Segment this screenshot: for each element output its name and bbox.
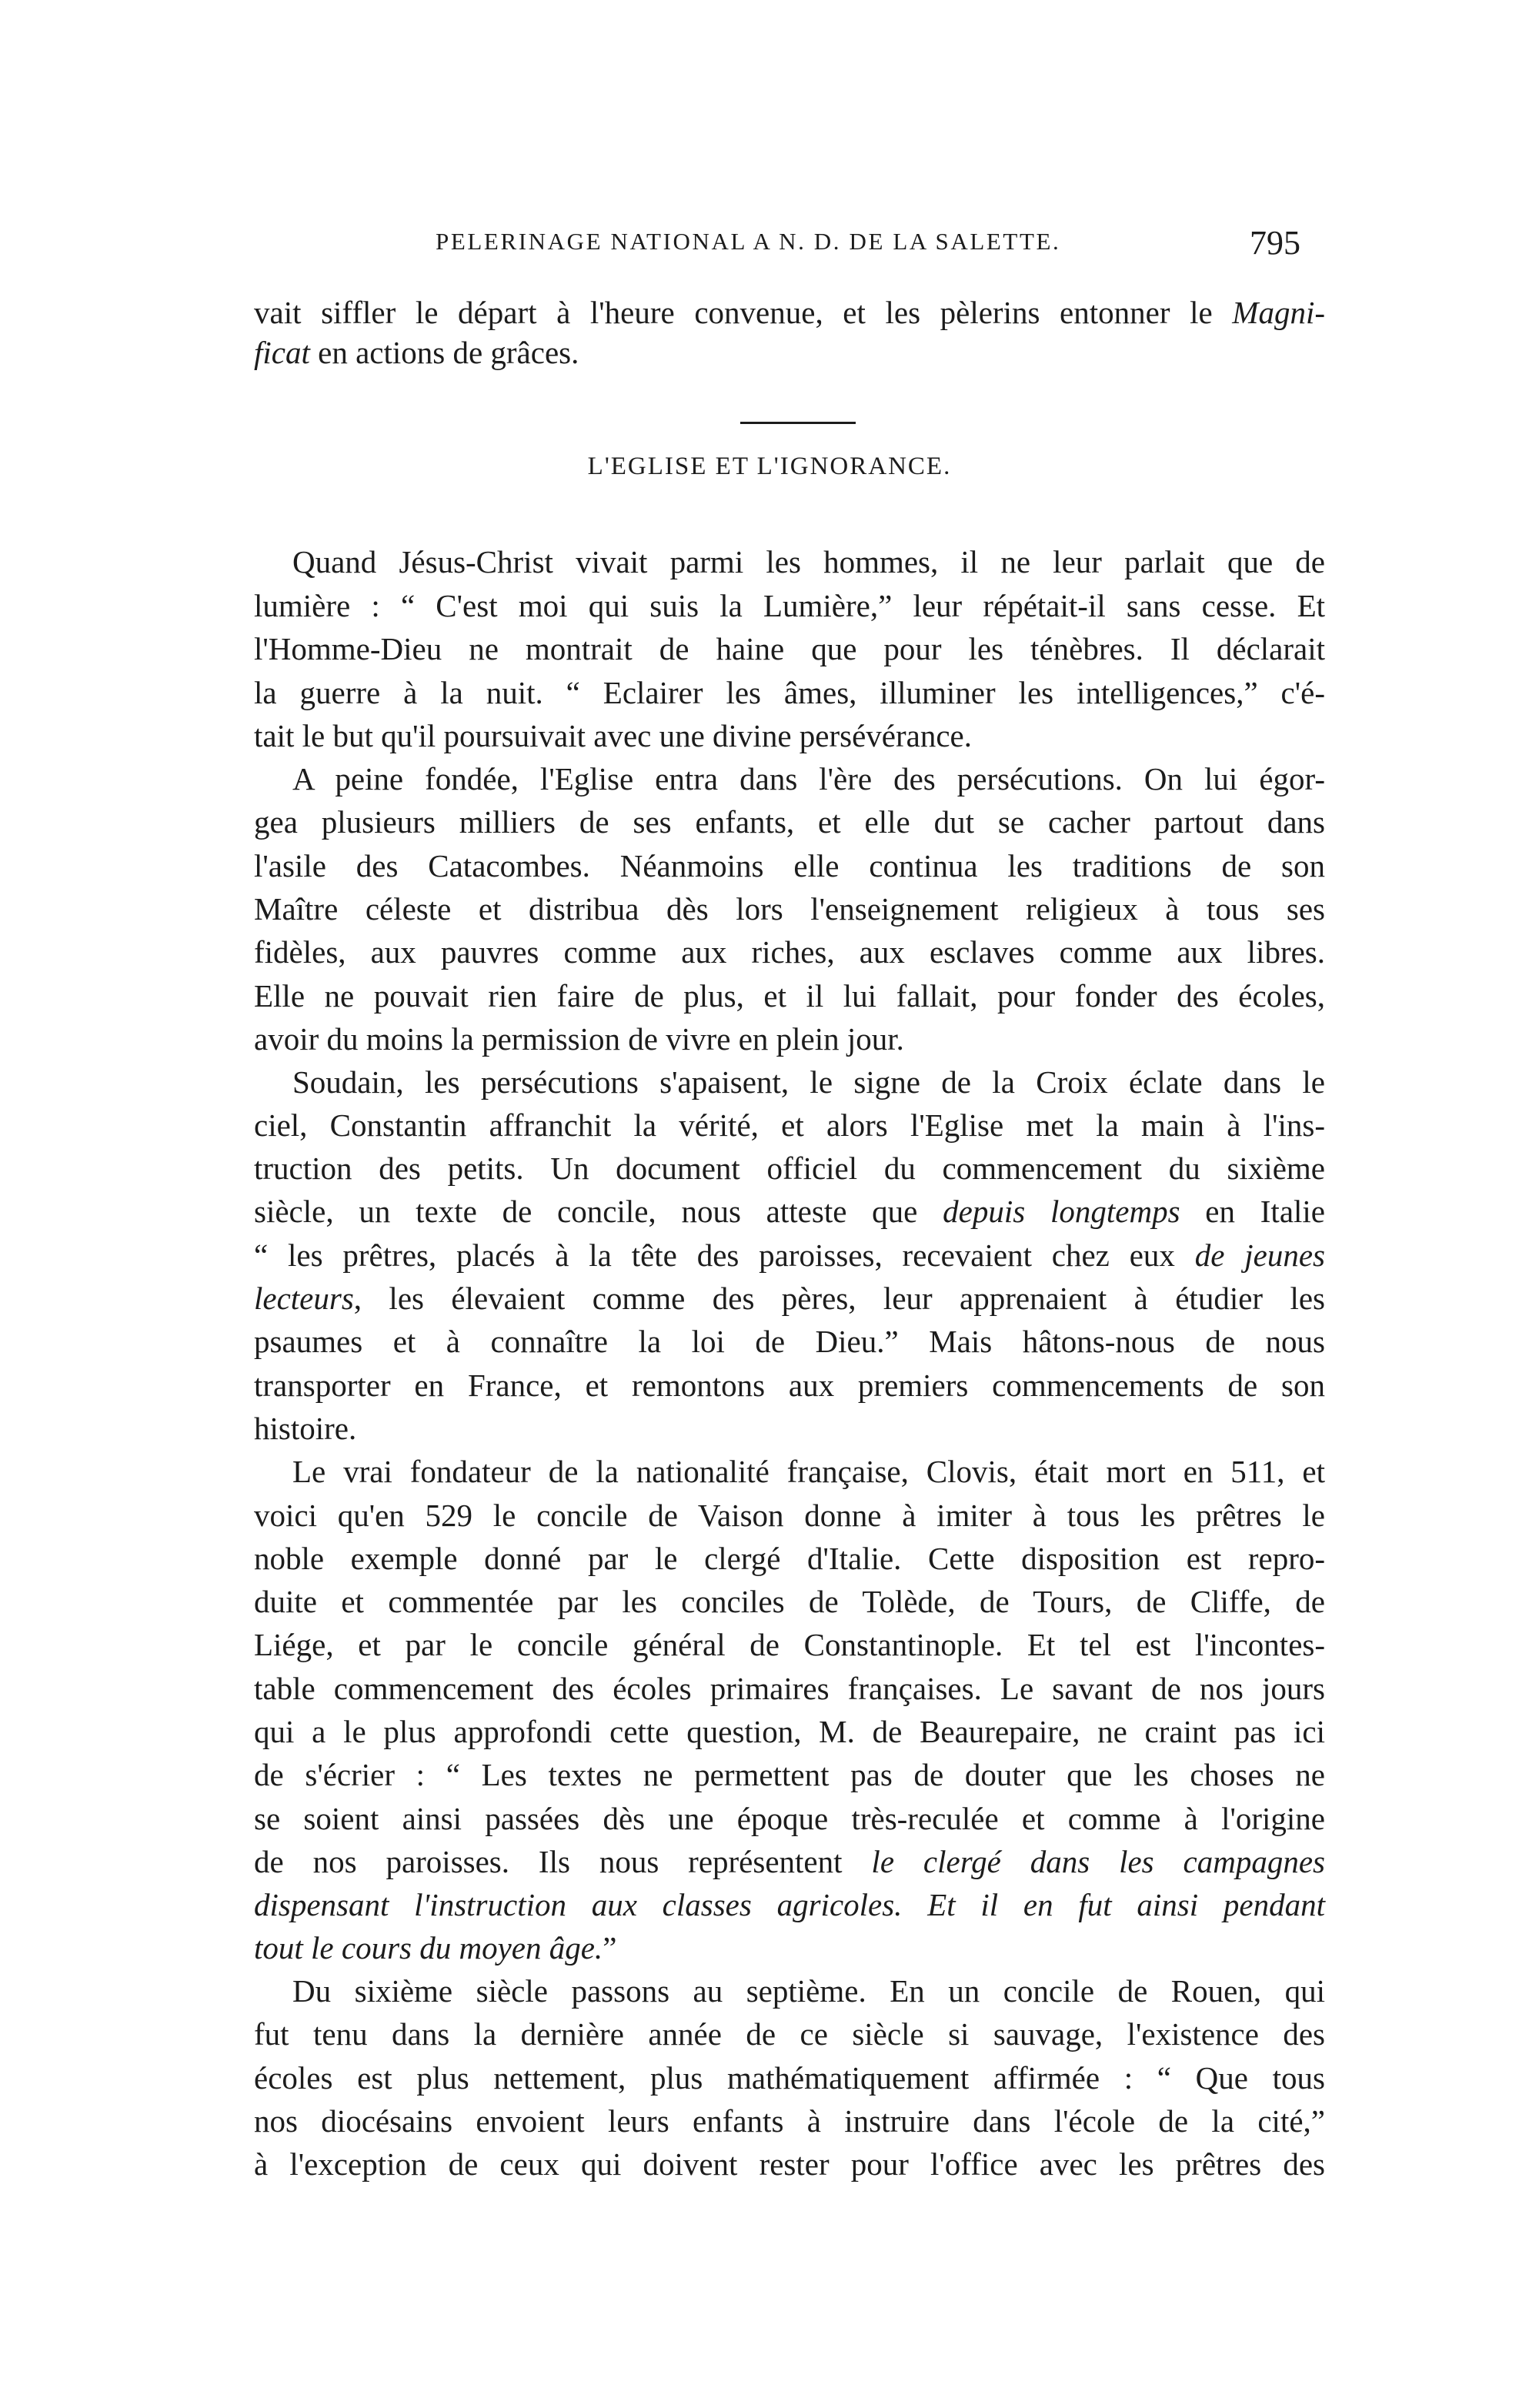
text-line: fut tenu dans la dernière année de ce siècle si sauvage, l'existence des	[254, 2016, 1325, 2052]
text-line: “ les prêtres, placés à la tête des paroisses, recevaient chez eux de jeunes	[254, 1237, 1325, 1273]
text-line: Liége, et par le concile général de Constantinople. Et tel est l'incontes-	[254, 1627, 1325, 1662]
text-line: noble exemple donné par le clergé d'Italie. Cette disposition est repro-	[254, 1541, 1325, 1576]
italic-run: tout le cours du moyen âge.	[254, 1930, 603, 1965]
text-line: nos diocésains envoient leurs enfants à instruire dans l'école de la cité,”	[254, 2103, 1325, 2139]
text-line: l'Homme-Dieu ne montrait de haine que pour les ténèbres. Il déclarait	[254, 631, 1325, 666]
text-line: vait siffler le départ à l'heure convenue, et les pèlerins entonner le Magni-	[254, 295, 1325, 330]
text-line: Quand Jésus-Christ vivait parmi les hommes, il ne leur parlait que de	[292, 544, 1325, 579]
text-line: siècle, un texte de concile, nous atteste que depuis longtemps en Italie	[254, 1194, 1325, 1229]
text-line: de nos paroisses. Ils nous représentent le clergé dans les campagnes	[254, 1844, 1325, 1879]
text-line: transporter en France, et remontons aux premiers commencements de son	[254, 1368, 1325, 1403]
text-line: histoire.	[254, 1411, 357, 1446]
text-line: voici qu'en 529 le concile de Vaison donne à imiter à tous les prêtres le	[254, 1498, 1325, 1533]
section-heading: L'EGLISE ET L'IGNORANCE.	[587, 453, 952, 480]
text-line: psaumes et à connaître la loi de Dieu.” Mais hâtons-nous de nous	[254, 1324, 1325, 1359]
text-line: lecteurs, les élevaient comme des pères, leur apprenaient à étudier les	[254, 1281, 1325, 1316]
italic-run: lecteurs	[254, 1281, 354, 1316]
text-line: se soient ainsi passées dès une époque très-reculée et comme à l'origine	[254, 1801, 1325, 1836]
italic-run: dispensant l'instruction aux classes agricoles. Et il en fut ainsi pendant	[254, 1887, 1325, 1922]
text-line: de s'écrier : “ Les textes ne permettent pas de douter que les choses ne	[254, 1757, 1325, 1792]
italic-run: le clergé dans les campagnes	[871, 1844, 1325, 1879]
running-head: PELERINAGE NATIONAL A N. D. DE LA SALETTE.	[436, 228, 1061, 255]
text-line: fidèles, aux pauvres comme aux riches, aux esclaves comme aux libres.	[254, 934, 1325, 970]
italic-run: depuis longtemps	[943, 1194, 1180, 1229]
page-number: 795	[1250, 224, 1300, 262]
italic-run: ficat	[254, 335, 310, 370]
text-line: Elle ne pouvait rien faire de plus, et il lui fallait, pour fonder des écoles,	[254, 978, 1325, 1014]
italic-run: de jeunes	[1194, 1237, 1325, 1273]
text-line: table commencement des écoles primaires françaises. Le savant de nos jours	[254, 1671, 1325, 1706]
text-line: écoles est plus nettement, plus mathématiquement affirmée : “ Que tous	[254, 2060, 1325, 2096]
text-line: Maître céleste et distribua dès lors l'enseignement religieux à tous ses	[254, 891, 1325, 927]
text-line: la guerre à la nuit. “ Eclairer les âmes, illuminer les intelligences,” c'é-	[254, 675, 1325, 710]
text-line: qui a le plus approfondi cette question, M. de Beaurepaire, ne craint pas ici	[254, 1714, 1325, 1749]
text-line: truction des petits. Un document officiel du commencement du sixième	[254, 1151, 1325, 1186]
text-line: Du sixième siècle passons au septième. En un concile de Rouen, qui	[292, 1973, 1325, 2009]
text-line: tout le cours du moyen âge.”	[254, 1930, 617, 1965]
text-line: l'asile des Catacombes. Néanmoins elle continua les traditions de son	[254, 848, 1325, 883]
text-line: ciel, Constantin affranchit la vérité, et alors l'Eglise met la main à l'ins-	[254, 1107, 1325, 1143]
text-line: ficat en actions de grâces.	[254, 335, 579, 370]
text-line: gea plusieurs milliers de ses enfants, et elle dut se cacher partout dans	[254, 804, 1325, 840]
text-line: à l'exception de ceux qui doivent rester pour l'office avec les prêtres des	[254, 2146, 1325, 2182]
italic-run: Magni-	[1232, 295, 1325, 330]
text-line: duite et commentée par les conciles de Tolède, de Tours, de Cliffe, de	[254, 1584, 1325, 1619]
text-line: A peine fondée, l'Eglise entra dans l'ère des persécutions. On lui égor-	[292, 761, 1325, 797]
text-line: Le vrai fondateur de la nationalité française, Clovis, était mort en 511, et	[292, 1454, 1325, 1489]
page-header	[0, 224, 1539, 274]
section-divider	[740, 422, 856, 424]
text-line: Soudain, les persécutions s'apaisent, le signe de la Croix éclate dans le	[292, 1064, 1325, 1100]
text-line: tait le but qu'il poursuivait avec une divine persévérance.	[254, 718, 972, 753]
text-line	[254, 1882, 1325, 1928]
text-line: lumière : “ C'est moi qui suis la Lumière,” leur répétait-il sans cesse. Et	[254, 588, 1325, 623]
text-line: avoir du moins la permission de vivre en plein jour.	[254, 1021, 904, 1057]
